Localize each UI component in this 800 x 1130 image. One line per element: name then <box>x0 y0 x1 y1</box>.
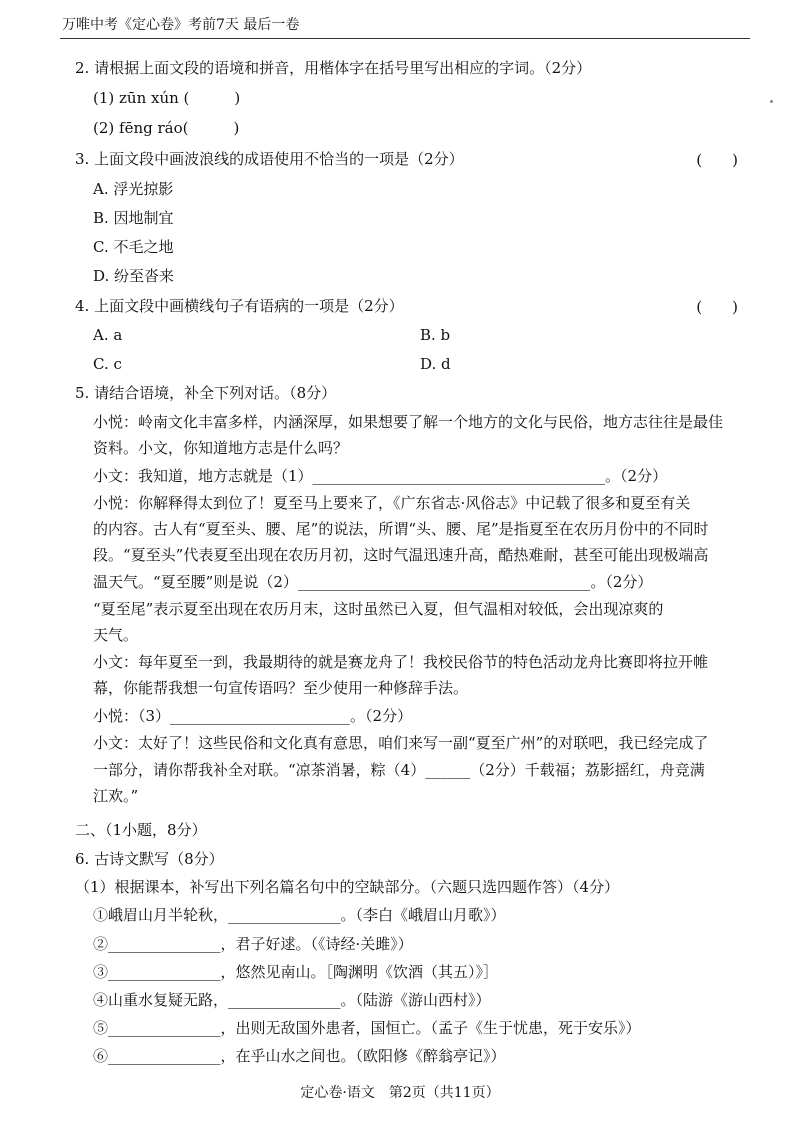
text-line: D. d <box>420 355 451 373</box>
text-line: 小文：太好了！这些民俗和文化真有意思，咱们来写一副“夏至广州”的对联吧，我已经完成了 <box>93 734 709 752</box>
text-line: 温天气。“夏至腰”则是说（2）_______________________________________。（2分） <box>93 573 653 591</box>
text-line: 天气。 <box>93 626 139 644</box>
text-line: 的内容。古人有“夏至头、腰、尾”的说法，所谓“头、腰、尾”是指夏至在农历月份中的不同时 <box>93 520 709 538</box>
answer-paren: ( ) <box>696 298 738 316</box>
text-line: “夏至尾”表示夏至出现在农历月末，这时虽然已入夏，但气温相对较低，会出现凉爽的 <box>93 600 664 618</box>
text-line: B. 因地制宜 <box>93 209 174 227</box>
text-line: 段。“夏至头”代表夏至出现在农历月初，这时气温迅速升高，酷热难耐，甚至可能出现极端高 <box>93 546 709 564</box>
text-line: 资料。小文，你知道地方志是什么吗？ <box>93 439 349 457</box>
text-line: 二、（1小题，8分） <box>75 821 207 839</box>
text-line: ④山重水复疑无路，_______________。（陆游《游山西村》） <box>93 991 491 1009</box>
answer-paren: ( ) <box>696 151 738 169</box>
page-footer: 定心卷·语文 第2页（共11页） <box>300 1085 500 1101</box>
text-line: ⑥_______________，在乎山水之间也。（欧阳修《醉翁亭记》） <box>93 1047 506 1065</box>
text-line: A. 浮光掠影 <box>93 180 174 198</box>
text-line: 2. 请根据上面文段的语境和拼音，用楷体字在括号里写出相应的字词。（2分） <box>75 59 592 77</box>
header-divider <box>60 38 750 39</box>
text-line: 4. 上面文段中画横线句子有语病的一项是（2分） <box>75 297 404 315</box>
text-line: ⑤_______________，出则无敌国外患者，国恒亡。（孟子《生于忧患，死于安乐》） <box>93 1019 641 1037</box>
text-line: ②_______________，君子好逑。（《诗经·关雎》） <box>93 935 413 953</box>
page-header: 万唯中考《定心卷》考前7天 最后一卷 <box>62 17 300 33</box>
text-line: C. 不毛之地 <box>93 238 174 256</box>
text-line: (1) zūn xún ( ) <box>93 89 241 107</box>
text-line: 小悦：你解释得太到位了！夏至马上要来了，《广东省志·风俗志》中记载了很多和夏至有关 <box>93 494 691 512</box>
text-line: ①峨眉山月半轮秋，_______________。（李白《峨眉山月歌》） <box>93 906 506 924</box>
text-line: B. b <box>420 326 451 344</box>
text-line: 5. 请结合语境，补全下列对话。（8分） <box>75 384 337 402</box>
text-line: 3. 上面文段中画波浪线的成语使用不恰当的一项是（2分） <box>75 150 464 168</box>
text-line: 小文：我知道，地方志就是（1）_______________________________________。（2分） <box>93 467 668 485</box>
text-line: ③_______________，悠然见南山。［陶渊明《饮酒（其五）》］ <box>93 963 499 981</box>
text-line: D. 纷至沓来 <box>93 267 175 285</box>
text-line: 小文：每年夏至一到，我最期待的就是赛龙舟了！我校民俗节的特色活动龙舟比赛即将拉开帷 <box>93 653 709 671</box>
text-line: 6. 古诗文默写（8分） <box>75 850 224 868</box>
text-line: C. c <box>93 355 122 373</box>
text-line: 小悦：岭南文化丰富多样，内涵深厚，如果想要了解一个地方的文化与民俗，地方志往往是最佳 <box>93 413 724 431</box>
text-line: (2) fēng ráo( ) <box>93 119 240 137</box>
text-line: A. a <box>93 326 123 344</box>
text-line: 一部分，请你帮我补全对联。“凉茶消暑，粽（4）______（2分）千载福；荔影摇红，舟竞满 <box>93 761 705 779</box>
text-line: 小悦：（3）________________________。（2分） <box>93 707 413 725</box>
text-line: 幕，你能帮我想一句宣传语吗？至少使用一种修辞手法。 <box>93 679 469 697</box>
scan-speck <box>770 100 773 103</box>
text-line: 江欢。” <box>93 787 139 805</box>
text-line: （1）根据课本，补写出下列名篇名句中的空缺部分。（六题只选四题作答）（4分） <box>75 878 620 896</box>
